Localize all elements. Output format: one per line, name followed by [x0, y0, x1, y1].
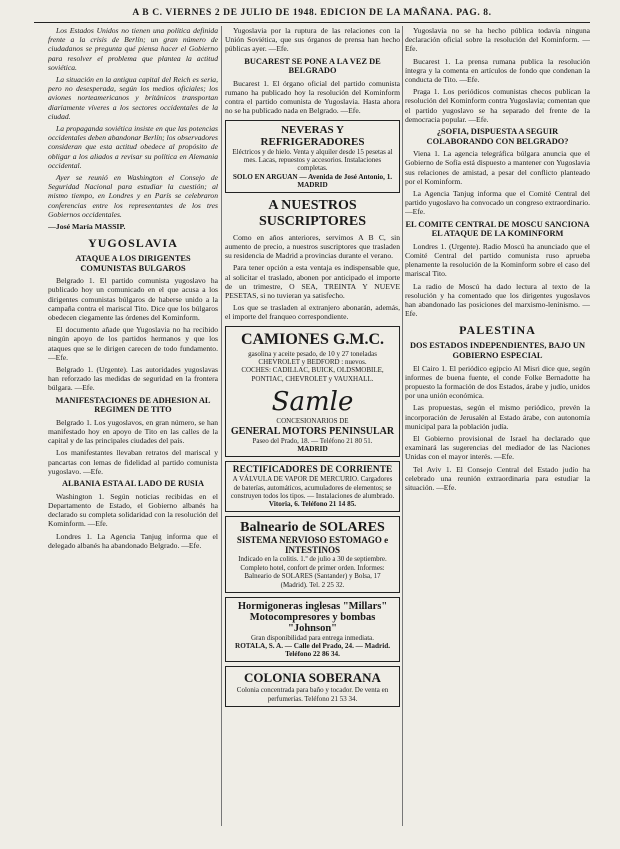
camiones-ad-line: gasolina y aceite pesado, de 10 y 27 toneladas	[248, 349, 377, 358]
suscriptores-paragraph: Para tener opción a esta ventaja es indispensable que, al solicitar el traslado, abonen por anticipado el importe de un trimestre, O SEA, TREINTA Y NUEVE PESETAS, si no tuvieran ya satisfecho.	[225, 263, 400, 301]
rectificadores-ad	[225, 461, 400, 512]
camiones-address: Paseo del Prado, 18. — Teléfono 21 80 51.	[252, 436, 373, 445]
comite-heading: EL COMITE CENTRAL DE MOSCU SANCIONA EL ATAQUE DE LA KOMINFORM	[405, 219, 590, 239]
balneario-ad-body: Indicado en la colitis. 1.º de julio a 30 de septiembre. Completo hotel, confort de primer orden. Informes: Balneario de SOLARES (Santander) y Bolsa, 17 (Madrid). Tel. 2 25 32.	[238, 555, 387, 589]
right-top-paragraph: Bucarest 1. La prensa rumana publica la resolución íntegra y la comenta en artículos de fondo que condenan la conducta de Tito. —Efe.	[405, 56, 590, 85]
colonia-ad-title: COLONIA SOBERANA	[244, 670, 381, 686]
comite-paragraph: La radio de Moscú ha dado lectura al texto de la resolución y ha comentado que los dirigentes yugoslavos han abandonado las posiciones del marxismo-leninismo. —Efe.	[405, 281, 590, 319]
yugoslavia-paragraph: Belgrado 1. (Urgente). Las autoridades yugoslavas han reforzado las medidas de seguridad en la frontera búlgara. —Efe.	[48, 365, 218, 393]
colonia-ad	[225, 666, 400, 707]
palestina-paragraph: Las propuestas, según el mismo periódico, prevén la incorporación de Jerusalén al Estado árabe, con autonomía municipal para la población judía.	[405, 403, 590, 431]
hormigoneras-ad-contact: ROTALA, S. A. — Calle del Prado, 24. — Madrid. Teléfono 22 86 34.	[235, 642, 390, 659]
left-column	[48, 26, 218, 826]
middle-top-paragraph: Yugoslavia por la ruptura de las relaciones con la Unión Soviética, que sus órganos de prensa han hecho públicas ayer. —Efe.	[225, 26, 400, 54]
column-divider	[402, 26, 403, 826]
camiones-dealer: GENERAL MOTORS PENINSULAR	[230, 425, 395, 437]
balneario-ad-subtitle: SISTEMA NERVIOSO ESTOMAGO e INTESTINOS	[236, 535, 389, 556]
palestina-heading: PALESTINA	[459, 323, 536, 338]
samle-logo: Samle	[271, 387, 354, 418]
sofia-paragraph: La Agencia Tanjug informa que el Comité Central del partido yugoslavo ha convocado un congreso extraordinario. —Efe.	[405, 189, 590, 217]
column-divider	[221, 26, 222, 826]
yugoslavia-paragraph: Belgrado 1. El partido comunista yugoslavo ha publicado hoy un comunicado en el que acusa a los dirigentes comunistas búlgaros de haberse unido a la campaña contra el mariscal Tito. Dice que los búlgaros obedecen ciegamente las órdenes del Kominform.	[48, 276, 218, 323]
hormigoneras-ad	[225, 597, 400, 662]
hormigoneras-ad-title: Hormigoneras inglesas "Millars"	[237, 600, 388, 612]
albania-paragraph: Londres 1. La Agencia Tanjug informa que el delegado albanés ha abandonado Belgrado. —Efe.	[48, 531, 218, 550]
hormigoneras-ad-body: Gran disponibilidad para entrega inmediata.	[250, 633, 375, 642]
albania-heading: ALBANIA ESTA AL LADO DE RUSIA	[61, 479, 205, 489]
adhesion-paragraph: Belgrado 1. Los yugoslavos, en gran número, se han manifestado hoy en apoyo de Tito en las calles de la capital y de las principales ciudades del país.	[48, 417, 218, 446]
colonia-ad-body: Colonia concentrada para baño y tocador. De venta en perfumerías. Teléfono 21 53 34.	[236, 686, 389, 703]
neveras-ad-contact: SOLO EN ARGUAN — Avenida de José Antonio, 1. MADRID	[232, 172, 393, 189]
yugoslavia-heading: YUGOSLAVIA	[88, 236, 178, 251]
hormigoneras-ad-subtitle: Motocompresores y bombas "Johnson"	[249, 611, 376, 634]
page-header: A B C. VIERNES 2 DE JULIO DE 1948. EDICION DE LA MAÑANA. PAG. 8.	[132, 8, 492, 18]
lead-paragraph: Ayer se reunió en Washington el Consejo de Seguridad Nacional para estudiar la cuestión; al mismo tiempo, en Londres y en París se celebraron conferencias entre los representantes de los tres Gobiernos occidentales.	[48, 173, 218, 219]
albania-paragraph: Washington 1. Según noticias recibidas en el Departamento de Estado, el Gobierno albanés ha declarado su completa solidaridad con la resolución del Kominform. —Efe.	[48, 491, 218, 529]
lead-paragraph: Los Estados Unidos no tienen una política definida frente a la crisis de Berlín; un gran número de ciudadanos se pregunta qué piensa hacer el Gobierno para resolver el problema que plantea la actitud soviética.	[48, 26, 218, 72]
adhesion-paragraph: Los manifestantes llevaban retratos del mariscal y pancartas con lemas de fidelidad al partido comunista yugoslavo. —Efe.	[48, 448, 218, 476]
right-top-paragraph: Yugoslavia no se ha hecho pública todavía ninguna declaración oficial sobre la resolución del Kominform. —Efe.	[405, 26, 590, 54]
yugoslavia-paragraph: El documento añade que Yugoslavia no ha recibido ningún apoyo de los partidos hermanos y que los ataques que se le dirigen carecen de todo fundamento. —Efe.	[48, 325, 218, 362]
palestina-paragraph: Tel Aviv 1. El Consejo Central del Estado judío ha celebrado una reunión extraordinaria para estudiar la situación. —Efe.	[405, 464, 590, 493]
bucharest-heading: BUCAREST SE PONE A LA VEZ DE BELGRADO	[244, 56, 381, 76]
middle-column	[225, 26, 400, 826]
rectificadores-ad-contact: Vitoria, 6. Teléfono 21 14 85.	[268, 500, 357, 509]
balneario-ad-title: Balneario de SOLARES	[240, 520, 385, 536]
right-column	[405, 26, 590, 826]
suscriptores-heading: A NUESTROS SUSCRIPTORES	[258, 197, 367, 229]
sofia-heading: ¿SOFIA, DISPUESTA A SEGUIR COLABORANDO CON BELGRADO?	[426, 127, 569, 146]
neveras-ad	[225, 120, 400, 193]
comite-paragraph: Londres 1. (Urgente). Radio Moscú ha anunciado que el Comité Central del partido comunista ruso aprueba plenamente la resolución de la Kominform sobre el caso del mariscal Tito.	[405, 241, 590, 279]
neveras-ad-title: NEVERAS Y REFRIGERADORES	[260, 123, 365, 148]
palestina-paragraph: El Gobierno provisional de Israel ha declarado que examinará las sugerencias del mediador de las Naciones Unidas con el mayor interés. —Efe.	[405, 434, 590, 462]
palestina-paragraph: El Cairo 1. El periódico egipcio Al Misri dice que, según informes de buena fuente, el conde Folke Bernadotte ha propuesto la formación de dos Estados, árabe y judío, unidos por una unión económica.	[405, 363, 590, 401]
camiones-ad-line: CHEVROLET y BEDFORD : nuevos.	[258, 358, 367, 367]
bucharest-paragraph: Bucarest 1. El órgano oficial del partido comunista rumano ha publicado hoy la resolución del Kominform contra el partido comunista de Yugoslavia. Hasta ahora no se ha publicado nada en Belgrado. —Efe.	[225, 78, 400, 116]
adhesion-heading: MANIFESTACIONES DE ADHESION AL REGIMEN DE TITO	[55, 395, 211, 415]
lead-paragraph: La propaganda soviética insiste en que las potencias occidentales deben abandonar Berlín; los observadores consideran que esta actitud obedece al propósito de obligar a los aliados a revisar su política en Alemania occidental.	[48, 124, 218, 170]
rectificadores-ad-title: RECTIFICADORES DE CORRIENTE	[232, 465, 393, 476]
camiones-ad-title: CAMIONES G.M.C.	[240, 330, 385, 348]
suscriptores-paragraph: Como en años anteriores, servimos A B C, sin aumento de precio, a nuestros suscriptores que trasladen su residencia de Madrid a provincias durante el verano.	[225, 232, 400, 261]
palestina-subheading: DOS ESTADOS INDEPENDIENTES, BAJO UN GOBIERNO ESPECIAL	[409, 341, 586, 361]
camiones-ad-line: COCHES: CADILLAC, BUICK, OLDSMOBILE, PONTIAC, CHEVROLET y VAUXHALL.	[241, 366, 384, 383]
camiones-ad	[225, 326, 400, 457]
sofia-paragraph: Viena 1. La agencia telegráfica búlgara anuncia que el Gobierno de Sofía está dispuesto a mantener con Yugoslavia sus relaciones de amistad, a pesar del conflicto planteado por el Kominform.	[405, 149, 590, 186]
camiones-city: MADRID	[297, 445, 328, 454]
lead-paragraph: La situación en la antigua capital del Reich es seria, pero no desesperada, según los medios oficiales; los aviones norteamericanos y británicos transportan diariamente víveres a los sectores occidentales de la ciudad.	[48, 75, 218, 121]
header-rule	[34, 22, 590, 23]
suscriptores-paragraph: Los que se trasladen al extranjero abonarán, además, el importe del franqueo correspondiente.	[225, 303, 400, 322]
camiones-dealer-label: CONCESIONARIOS DE	[276, 417, 349, 426]
lead-signature: —José María MASSIP.	[48, 222, 126, 232]
right-top-paragraph: Praga 1. Los periódicos comunistas checos publican la resolución del Kominform contra Yugoslavia; comentan que el partido yugoslavo se ha separado del frente de la democracia popular. —Efe.	[405, 87, 590, 124]
yugoslavia-subheading: ATAQUE A LOS DIRIGENTES COMUNISTAS BULGAROS	[75, 254, 191, 273]
rectificadores-ad-body: A VÁLVULA DE VAPOR DE MERCURIO. Cargadores de baterías, automáticos, acumuladores de elementos; se construyen todos los tipos. — Instalaciones de alumbrado.	[230, 475, 395, 500]
neveras-ad-body: Eléctricos y de hielo. Venta y alquiler desde 15 pesetas al mes. Lacas, repuestos y accesorios. Instalaciones completas.	[232, 147, 393, 173]
balneario-ad	[225, 516, 400, 593]
